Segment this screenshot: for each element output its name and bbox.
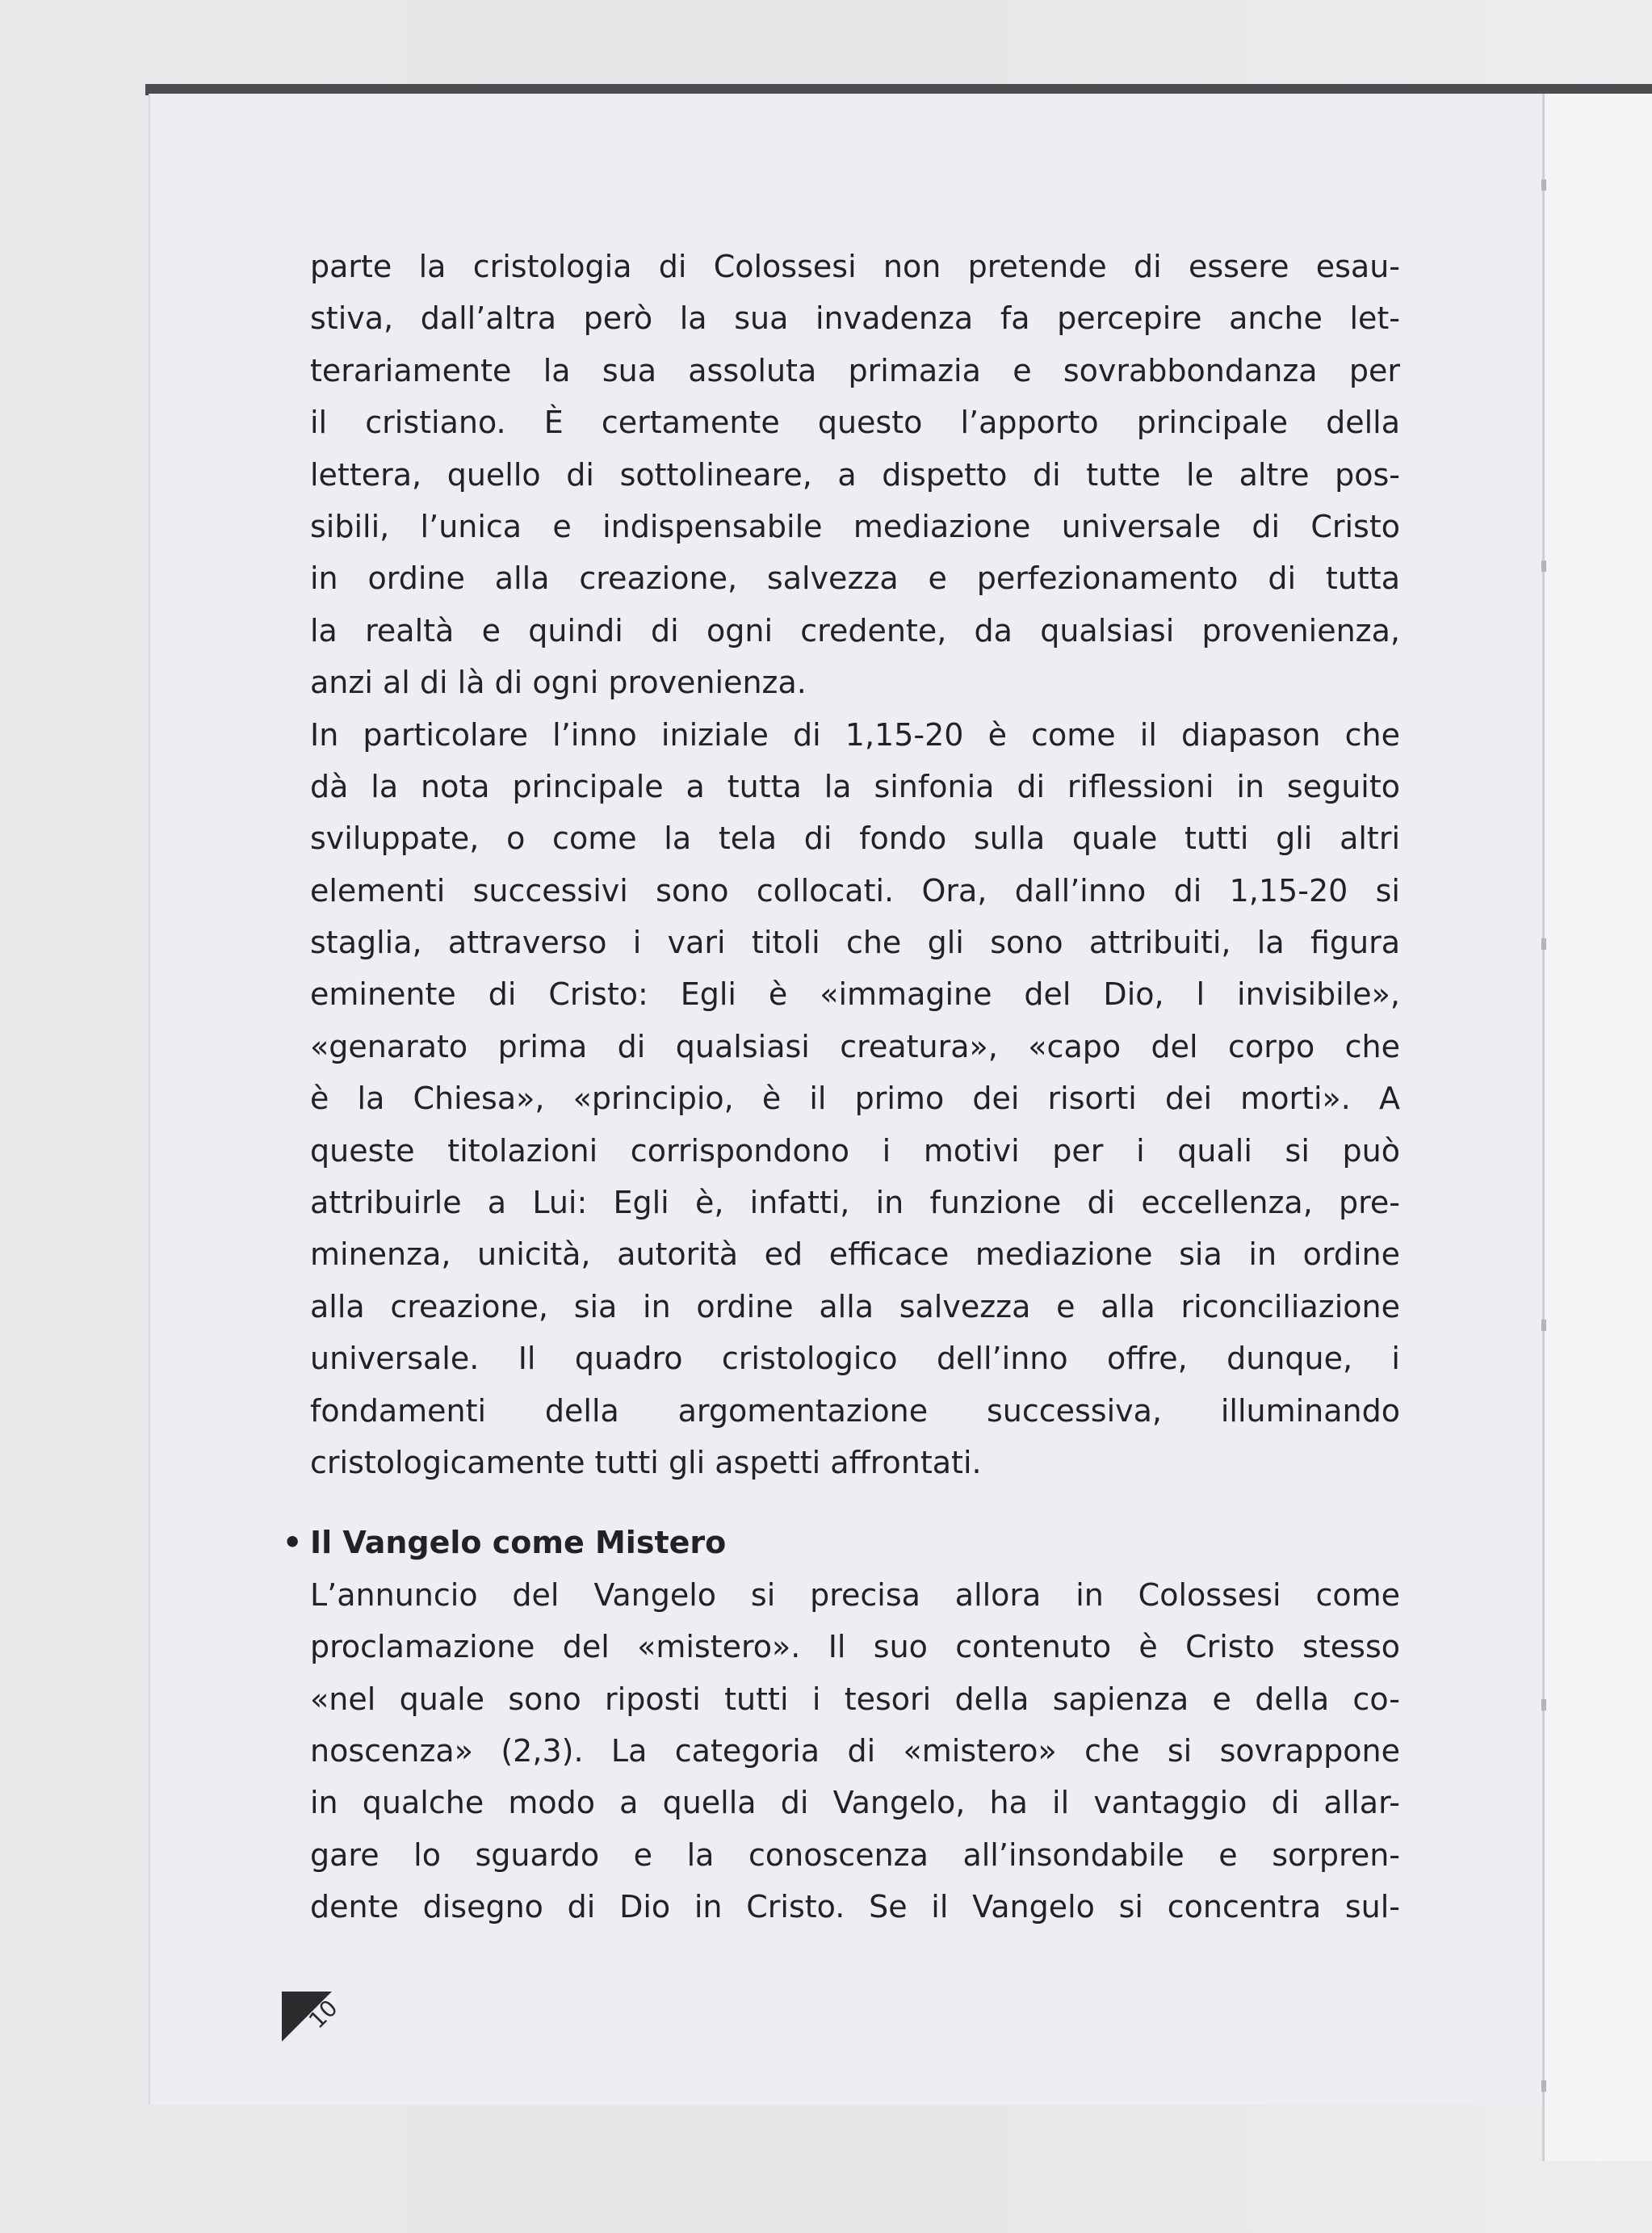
text-line: fondamenti della argomentazione successiva, illuminando (310, 1392, 1400, 1429)
text-line: in ordine alla creazione, salvezza e perfezionamento di tutta (310, 560, 1400, 597)
text-line: elementi successivi sono collocati. Ora, dall’inno di 1,15-20 si (310, 872, 1400, 909)
bullet-icon: • (283, 1525, 303, 1561)
binding-stitch (1541, 560, 1546, 572)
text-line: dente disegno di Dio in Cristo. Se il Vangelo si concentra sul- (310, 1889, 1400, 1925)
text-line: «nel quale sono riposti tutti i tesori della sapienza e della co- (310, 1681, 1400, 1717)
text-line: in qualche modo a quella di Vangelo, ha il vantaggio di allar- (310, 1785, 1400, 1821)
text-line: minenza, unicità, autorità ed efficace mediazione sia in ordine (310, 1236, 1400, 1273)
binding-stitch (1541, 1320, 1546, 1331)
text-line: proclamazione del «mistero». Il suo contenuto è Cristo stesso (310, 1629, 1400, 1665)
text-line: la realtà e quindi di ogni credente, da qualsiasi provenienza, (310, 612, 1400, 648)
binding-stitch (1541, 938, 1546, 950)
text-line: noscenza» (2,3). La categoria di «mistero» che si sovrappone (310, 1732, 1400, 1769)
paragraph-2 (310, 709, 1400, 1489)
text-line: parte la cristologia di Colossesi non pretende di essere esau- (310, 249, 1400, 284)
text-line: staglia, attraverso i vari titoli che gli sono attribuiti, la figura (310, 925, 1400, 961)
page-number: 10 (304, 1994, 343, 2034)
facing-page-edge (1542, 94, 1652, 2161)
paragraph-3 (310, 1569, 1400, 1933)
text-line: In particolare l’inno iniziale di 1,15-20 è come il diapason che (310, 716, 1400, 753)
text-line: universale. Il quadro cristologico dell’inno offre, dunque, i (310, 1341, 1400, 1377)
text-line: è la Chiesa», «principio, è il primo dei risorti dei morti». A (310, 1081, 1400, 1117)
body-text (283, 241, 1400, 1933)
section-heading (283, 1517, 1400, 1568)
section-heading-text: Il Vangelo come Mistero (310, 1525, 727, 1561)
text-line: sibili, l’unica e indispensabile mediazione universale di Cristo (310, 508, 1400, 544)
paragraph-1 (310, 241, 1400, 709)
text-line: dà la nota principale a tutta la sinfonia di riflessioni in seguito (310, 768, 1400, 804)
text-line: terariamente la sua assoluta primazia e sovrabbondanza per (310, 352, 1400, 388)
text-line: il cristiano. È certamente questo l’apporto principale della (310, 405, 1400, 441)
binding-stitch (1541, 179, 1546, 191)
text-line: lettera, quello di sottolineare, a dispetto di tutte le altre pos- (310, 456, 1400, 493)
binding-stitch (1541, 2080, 1546, 2092)
text-line: stiva, dall’altra però la sua invadenza fa percepire anche let- (310, 300, 1400, 337)
text-line: alla creazione, sia in ordine alla salvezza e alla riconciliazione (310, 1288, 1400, 1324)
text-line: eminente di Cristo: Egli è «immagine del Dio, l invisibile», (310, 976, 1400, 1013)
text-line: «genarato prima di qualsiasi creatura», «capo del corpo che (310, 1028, 1400, 1064)
text-line: queste titolazioni corrispondono i motivi per i quali si può (310, 1132, 1400, 1169)
text-line: L’annuncio del Vangelo si precisa allora in Colossesi come (310, 1576, 1400, 1613)
text-line: gare lo sguardo e la conoscenza all’insondabile e sorpren- (310, 1836, 1400, 1873)
text-line: cristologicamente tutti gli aspetti affrontati. (310, 1444, 982, 1480)
binding-stitch (1541, 1699, 1546, 1710)
text-line: anzi al di là di ogni provenienza. (310, 665, 807, 701)
text-line: attribuirle a Lui: Egli è, infatti, in funzione di eccellenza, pre- (310, 1185, 1400, 1221)
text-line: sviluppate, o come la tela di fondo sulla quale tutti gli altri (310, 821, 1400, 857)
